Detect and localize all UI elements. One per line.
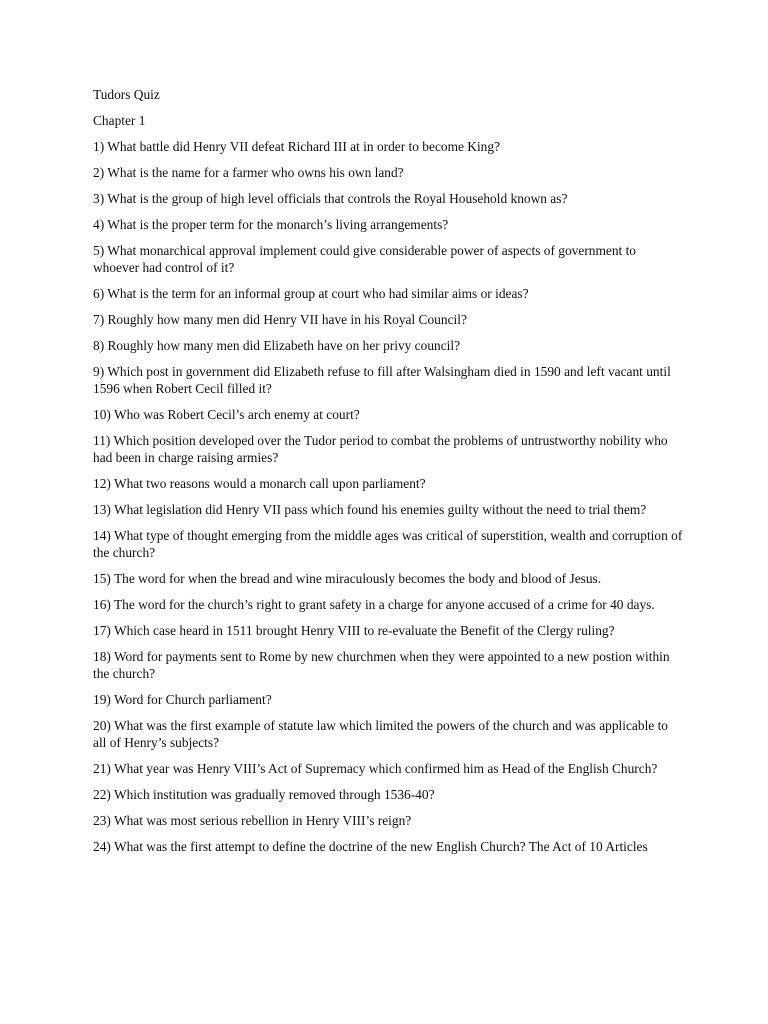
question-item: 13) What legislation did Henry VII pass which found his enemies guilty without the need to trial them? [93, 502, 647, 517]
question-item: 1) What battle did Henry VII defeat Richard III at in order to become King? [93, 139, 501, 154]
question-item: 23) What was most serious rebellion in Henry VIII’s reign? [93, 813, 412, 828]
question-item: 14) What type of thought emerging from the middle ages was critical of superstition, wealth and corruption of the church? [93, 528, 683, 560]
document-title: Tudors Quiz [93, 87, 160, 102]
question-item: 24) What was the first attempt to define the doctrine of the new English Church? The Act of 10 Articles [93, 839, 648, 854]
chapter-heading: Chapter 1 [93, 113, 146, 128]
question-item: 11) Which position developed over the Tudor period to combat the problems of untrustworthy nobility who had been in charge raising armies? [93, 433, 668, 465]
question-item: 18) Word for payments sent to Rome by new churchmen when they were appointed to a new postion within the church? [93, 649, 670, 681]
question-item: 6) What is the term for an informal group at court who had similar aims or ideas? [93, 286, 529, 301]
question-item: 8) Roughly how many men did Elizabeth have on her privy council? [93, 338, 461, 353]
question-item: 17) Which case heard in 1511 brought Henry VIII to re-evaluate the Benefit of the Clergy ruling? [93, 623, 615, 638]
question-item: 10) Who was Robert Cecil’s arch enemy at court? [93, 407, 360, 422]
question-item: 9) Which post in government did Elizabeth refuse to fill after Walsingham died in 1590 and left vacant until 1596 when Robert Cecil filled it? [93, 364, 671, 396]
question-item: 21) What year was Henry VIII’s Act of Supremacy which confirmed him as Head of the English Church? [93, 761, 658, 776]
question-item: 3) What is the group of high level officials that controls the Royal Household known as? [93, 191, 568, 206]
question-item: 2) What is the name for a farmer who owns his own land? [93, 165, 404, 180]
question-item: 19) Word for Church parliament? [93, 692, 272, 707]
question-item: 15) The word for when the bread and wine miraculously becomes the body and blood of Jesus. [93, 571, 602, 586]
question-item: 5) What monarchical approval implement could give considerable power of aspects of government to whoever had control of it? [93, 243, 637, 275]
question-item: 4) What is the proper term for the monarch’s living arrangements? [93, 217, 449, 232]
question-item: 22) Which institution was gradually removed through 1536-40? [93, 787, 435, 802]
question-item: 12) What two reasons would a monarch call upon parliament? [93, 476, 426, 491]
question-item: 16) The word for the church’s right to grant safety in a charge for anyone accused of a crime for 40 days. [93, 597, 655, 612]
question-item: 20) What was the first example of statute law which limited the powers of the church and was applicable to all of Henry’s subjects? [93, 718, 668, 750]
document-page [93, 86, 683, 864]
question-list [93, 138, 683, 855]
question-item: 7) Roughly how many men did Henry VII have in his Royal Council? [93, 312, 467, 327]
